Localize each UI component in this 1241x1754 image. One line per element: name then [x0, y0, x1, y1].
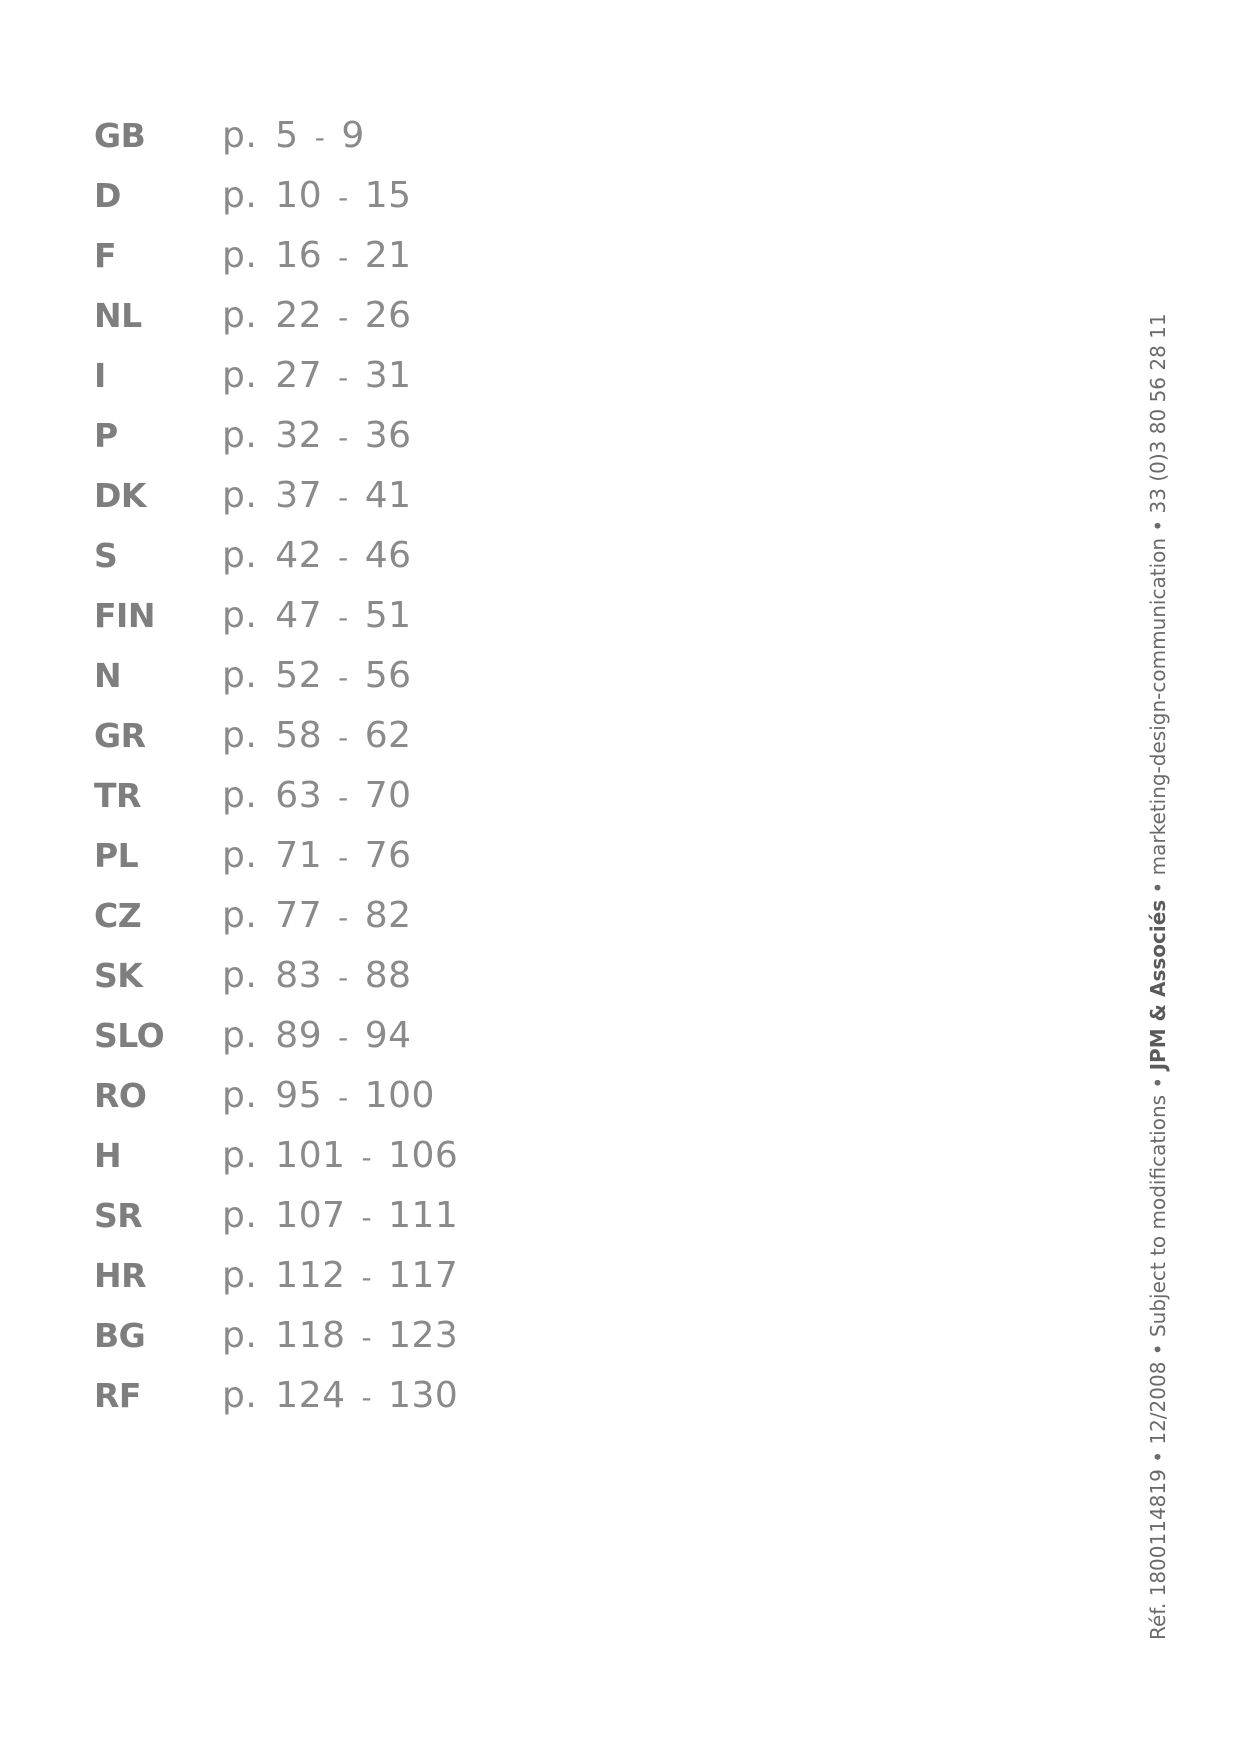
range-separator: - [338, 720, 349, 754]
range-separator: - [338, 480, 349, 514]
page-from: 32 [275, 414, 323, 456]
page-to: 106 [388, 1134, 459, 1176]
range-separator: - [361, 1200, 373, 1234]
page-from: 63 [275, 774, 323, 816]
page-prefix: p. [222, 294, 258, 336]
language-code: TR [94, 775, 141, 815]
language-code: SK [94, 955, 143, 995]
page-prefix: p. [222, 1254, 258, 1296]
page-to: 41 [364, 474, 412, 516]
page-range [222, 415, 412, 456]
language-code: GR [94, 715, 146, 755]
page-range [222, 655, 412, 696]
language-code: RF [94, 1375, 141, 1415]
index-row [94, 1125, 534, 1185]
page-from: 124 [275, 1374, 346, 1416]
page-to: 76 [364, 834, 412, 876]
range-separator: - [361, 1320, 373, 1354]
page-range [222, 715, 412, 756]
page-from: 27 [275, 354, 323, 396]
page-prefix: p. [222, 1014, 258, 1056]
language-code: N [94, 655, 122, 695]
language-code: HR [94, 1255, 147, 1295]
reference-text-after: • marketing-design-communication • 33 (0)3 80 56 28 11 [1146, 313, 1170, 900]
index-row [94, 165, 534, 225]
page-range [222, 895, 412, 936]
range-separator: - [338, 240, 349, 274]
page-range [222, 955, 412, 996]
language-code: D [94, 175, 121, 215]
page-prefix: p. [222, 1194, 258, 1236]
index-row [94, 1185, 534, 1245]
index-row [94, 465, 534, 525]
index-row [94, 585, 534, 645]
index-row [94, 105, 534, 165]
page-range [222, 835, 412, 876]
page-to: 21 [364, 234, 412, 276]
page-from: 89 [275, 1014, 323, 1056]
language-code: SR [94, 1195, 143, 1235]
index-row [94, 705, 534, 765]
language-code: P [94, 415, 118, 455]
reference-text-before: Réf. 1800114819 • 12/2008 • Subject to modifications • [1146, 1070, 1170, 1640]
page-range [222, 1135, 458, 1176]
index-row [94, 225, 534, 285]
page-range [222, 1375, 458, 1416]
page-range [222, 355, 412, 396]
page-from: 22 [275, 294, 323, 336]
page-to: 130 [388, 1374, 459, 1416]
page-range [222, 1255, 458, 1296]
page-to: 26 [364, 294, 412, 336]
range-separator: - [338, 780, 349, 814]
page-from: 118 [275, 1314, 346, 1356]
range-separator: - [338, 600, 349, 634]
index-row [94, 1005, 534, 1065]
page-to: 100 [364, 1074, 435, 1116]
index-row [94, 1305, 534, 1365]
page-to: 70 [364, 774, 412, 816]
language-code: RO [94, 1075, 147, 1115]
page-prefix: p. [222, 1314, 258, 1356]
range-separator: - [361, 1260, 373, 1294]
language-page-index [94, 105, 534, 1425]
page-to: 15 [364, 174, 412, 216]
page-from: 58 [275, 714, 323, 756]
language-code: CZ [94, 895, 142, 935]
page-from: 83 [275, 954, 323, 996]
page-prefix: p. [222, 834, 258, 876]
index-row [94, 885, 534, 945]
range-separator: - [338, 900, 349, 934]
index-row [94, 645, 534, 705]
range-separator: - [361, 1140, 373, 1174]
page-prefix: p. [222, 594, 258, 636]
language-code: DK [94, 475, 146, 515]
page-to: 46 [364, 534, 412, 576]
page-from: 10 [275, 174, 323, 216]
page-prefix: p. [222, 474, 258, 516]
page-prefix: p. [222, 174, 258, 216]
page-from: 16 [275, 234, 323, 276]
page-range [222, 175, 412, 216]
page-to: 117 [388, 1254, 459, 1296]
index-row [94, 1245, 534, 1305]
language-code: S [94, 535, 118, 575]
agency-name: JPM & Associés [1146, 899, 1170, 1071]
language-code: H [94, 1135, 122, 1175]
page-to: 31 [364, 354, 412, 396]
page-to: 9 [341, 114, 365, 156]
page-prefix: p. [222, 114, 258, 156]
page-prefix: p. [222, 774, 258, 816]
page-range [222, 295, 412, 336]
page-range [222, 1075, 435, 1116]
range-separator: - [338, 660, 349, 694]
range-separator: - [338, 840, 349, 874]
page-from: 112 [275, 1254, 346, 1296]
index-row [94, 825, 534, 885]
page-to: 111 [388, 1194, 459, 1236]
page-to: 36 [364, 414, 412, 456]
language-code: BG [94, 1315, 146, 1355]
page-prefix: p. [222, 714, 258, 756]
page-range [222, 1015, 412, 1056]
page-range [222, 535, 412, 576]
page-from: 52 [275, 654, 323, 696]
index-row [94, 525, 534, 585]
page-prefix: p. [222, 1074, 258, 1116]
index-row [94, 345, 534, 405]
page-prefix: p. [222, 654, 258, 696]
page-range [222, 235, 412, 276]
language-code: FIN [94, 595, 155, 635]
language-code: SLO [94, 1015, 165, 1055]
page-to: 62 [364, 714, 412, 756]
range-separator: - [338, 360, 349, 394]
range-separator: - [361, 1380, 373, 1414]
page-from: 5 [275, 114, 299, 156]
index-row [94, 765, 534, 825]
page-range [222, 475, 412, 516]
language-code: PL [94, 835, 139, 875]
range-separator: - [338, 1020, 349, 1054]
index-row [94, 1065, 534, 1125]
page-from: 37 [275, 474, 323, 516]
index-row [94, 1365, 534, 1425]
page-from: 42 [275, 534, 323, 576]
index-row [94, 945, 534, 1005]
range-separator: - [338, 180, 349, 214]
range-separator: - [338, 960, 349, 994]
page-to: 51 [364, 594, 412, 636]
page-from: 71 [275, 834, 323, 876]
range-separator: - [338, 420, 349, 454]
page-from: 95 [275, 1074, 323, 1116]
reference-footer [1146, 313, 1170, 1640]
page-to: 94 [364, 1014, 412, 1056]
page-prefix: p. [222, 1374, 258, 1416]
page-to: 56 [364, 654, 412, 696]
index-row [94, 405, 534, 465]
language-code: NL [94, 295, 142, 335]
language-code: F [94, 235, 117, 275]
page-to: 123 [388, 1314, 459, 1356]
page-range [222, 775, 412, 816]
page-prefix: p. [222, 1134, 258, 1176]
page-prefix: p. [222, 534, 258, 576]
page-to: 82 [364, 894, 412, 936]
page-prefix: p. [222, 894, 258, 936]
range-separator: - [338, 1080, 349, 1114]
range-separator: - [314, 120, 326, 154]
page-prefix: p. [222, 954, 258, 996]
page-from: 107 [275, 1194, 346, 1236]
page-from: 101 [275, 1134, 346, 1176]
page-from: 47 [275, 594, 323, 636]
page-range [222, 595, 412, 636]
language-code: GB [94, 115, 146, 155]
page-range [222, 1315, 458, 1356]
page-prefix: p. [222, 354, 258, 396]
language-code: I [94, 355, 106, 395]
page-to: 88 [364, 954, 412, 996]
index-row [94, 285, 534, 345]
page-from: 77 [275, 894, 323, 936]
range-separator: - [338, 540, 349, 574]
page-range [222, 115, 365, 156]
page-prefix: p. [222, 234, 258, 276]
page-prefix: p. [222, 414, 258, 456]
page-range [222, 1195, 458, 1236]
range-separator: - [338, 300, 349, 334]
